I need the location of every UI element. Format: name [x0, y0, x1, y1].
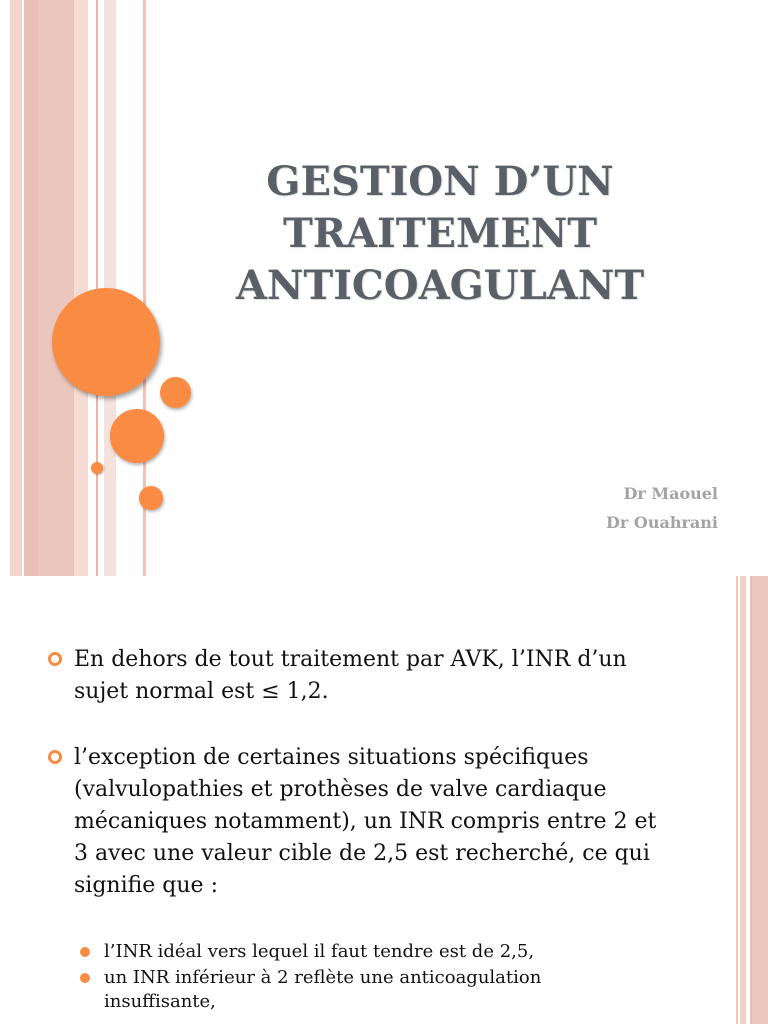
decor-circle-small	[139, 486, 163, 510]
slide-content	[0, 576, 768, 1024]
decor-stripe	[38, 0, 74, 576]
bullet-list	[48, 644, 728, 902]
page-title	[200, 156, 680, 312]
decor-circle-tiny	[91, 462, 103, 474]
bullet-line: mécaniques notamment), un INR compris entre 2 et	[74, 809, 657, 834]
dot-bullet-icon	[80, 973, 90, 983]
bullet-line: En dehors de tout traitement par AVK, l’INR d’un	[74, 647, 627, 672]
bullet-item	[48, 742, 728, 902]
ring-bullet-icon	[48, 652, 62, 666]
sub-bullet-item	[80, 940, 720, 964]
author-name: Dr Ouahrani	[606, 513, 718, 532]
decor-stripe	[10, 0, 22, 576]
decor-stripe	[752, 576, 768, 1024]
title-line: GESTION D’UN	[266, 158, 614, 205]
decor-circle-medium	[110, 409, 164, 463]
decor-circle-large	[52, 288, 160, 396]
sub-bullet-list	[80, 940, 720, 1014]
ring-bullet-icon	[48, 750, 62, 764]
sub-bullet-item	[80, 966, 720, 1014]
decor-stripe	[74, 0, 88, 576]
bullet-line: sujet normal est ≤ 1,2.	[74, 679, 329, 704]
sub-bullet-line: insuffisante,	[104, 991, 216, 1012]
title-line: TRAITEMENT	[282, 210, 598, 257]
decor-stripe	[24, 0, 38, 576]
decor-circle-small	[160, 377, 191, 408]
bullet-item	[48, 644, 728, 708]
decor-stripe	[740, 576, 746, 1024]
author-name: Dr Maouel	[623, 484, 718, 503]
sub-bullet-line: l’INR idéal vers lequel il faut tendre est de 2,5,	[104, 941, 535, 962]
sub-bullet-line: un INR inférieur à 2 reflète une anticoagulation	[104, 967, 542, 988]
decor-stripe	[736, 576, 738, 1024]
bullet-line: (valvulopathies et prothèses de valve cardiaque	[74, 777, 607, 802]
dot-bullet-icon	[80, 947, 90, 957]
bullet-line: l’exception de certaines situations spécifiques	[74, 745, 589, 770]
authors	[606, 479, 718, 537]
bullet-line: signifie que :	[74, 873, 218, 898]
bullet-line: 3 avec une valeur cible de 2,5 est recherché, ce qui	[74, 841, 650, 866]
title-line: ANTICOAGULANT	[235, 262, 645, 309]
decor-stripe	[0, 0, 10, 576]
